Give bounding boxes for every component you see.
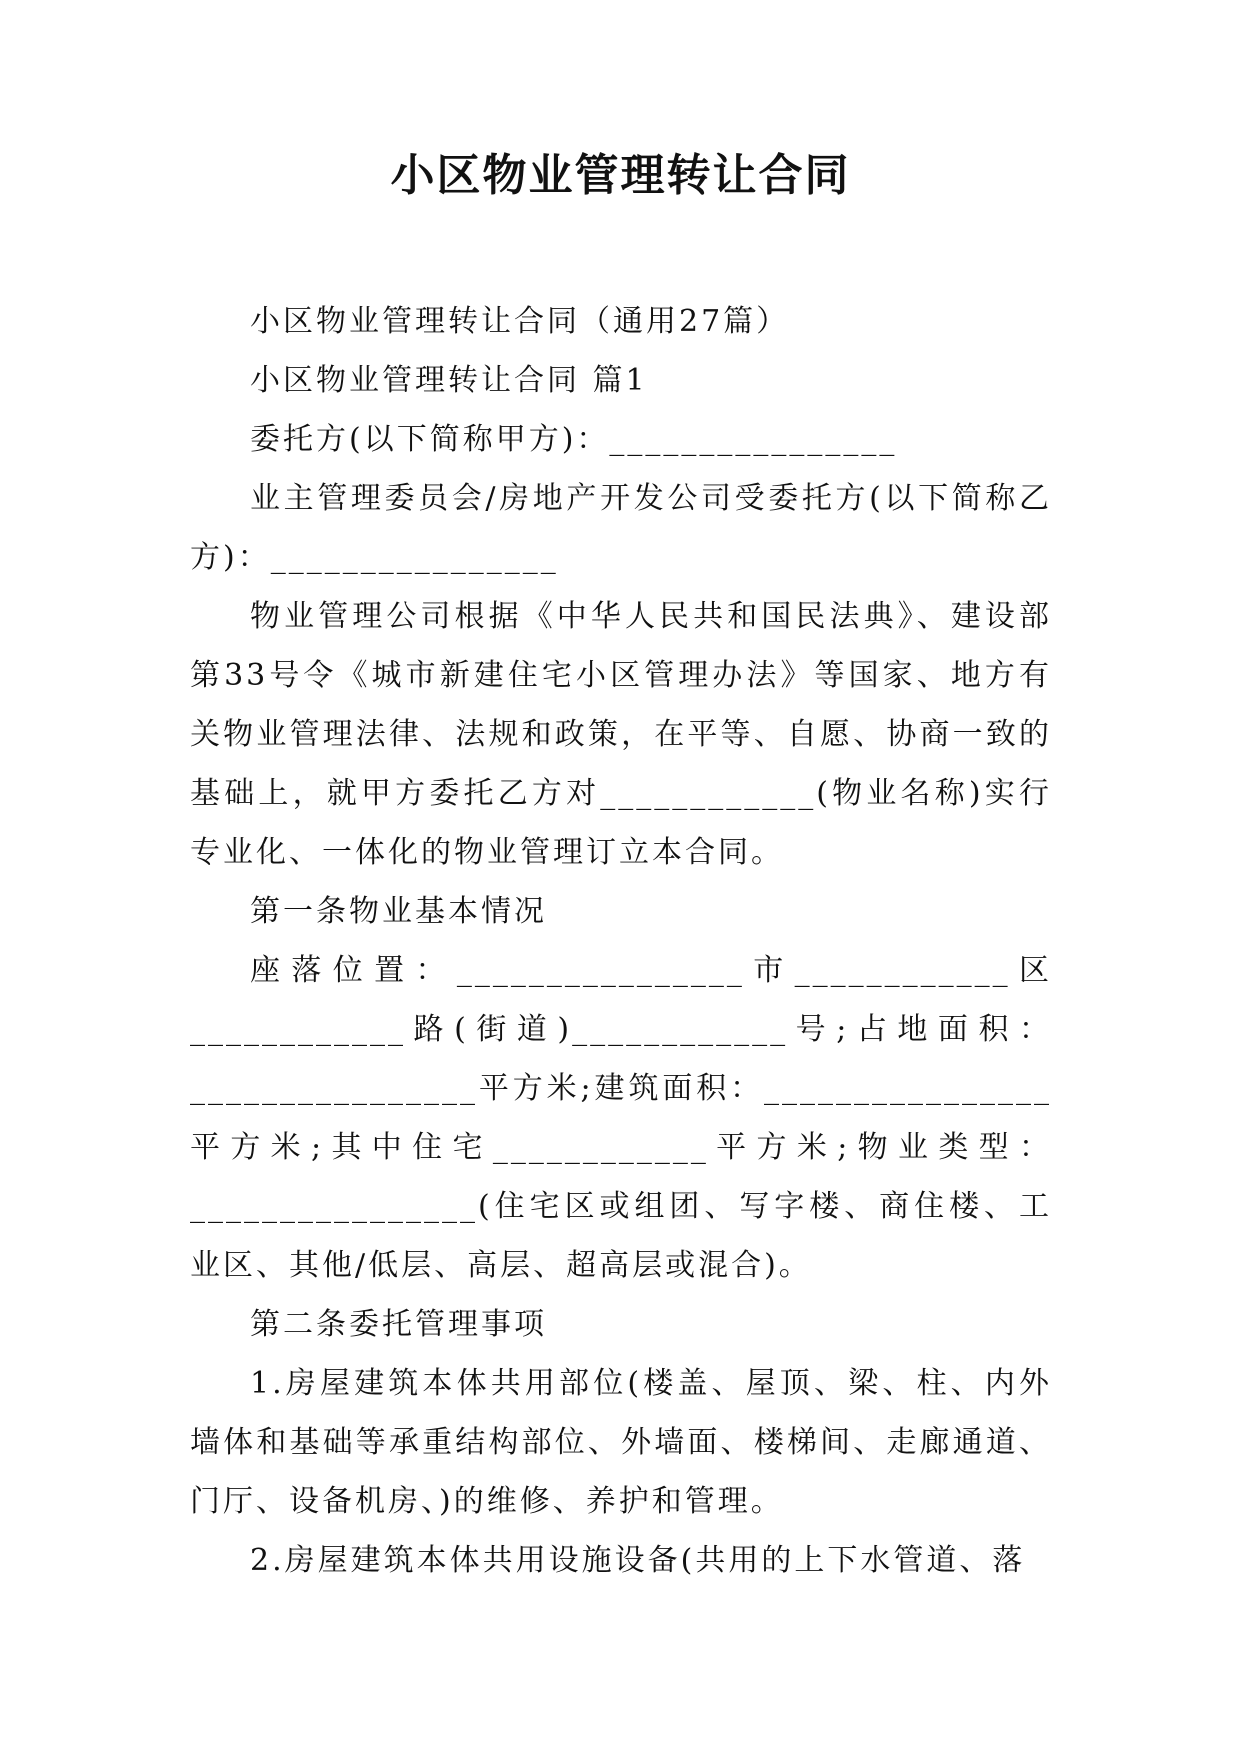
document-title: 小区物业管理转让合同 (390, 150, 851, 201)
paragraph-article-1-heading: 第一条物业基本情况 (250, 894, 547, 929)
paragraph-article-2-heading: 第二条委托管理事项 (250, 1307, 547, 1342)
paragraph-item-1: 1.房屋建筑本体共用部位(楼盖、屋顶、梁、柱、内外墙体和基础等承重结构部位、外墙面、楼梯间、走廊通道、门厅、设备机房、)的维修、养护和管理。 (190, 1366, 1052, 1519)
paragraph-property-info: 座落位置：________________市____________区____________路(街道)____________号;占地面积：________________平方米;建筑面积：________________平方米;其中住宅____________平方米;物业类型：________________(住宅区或组团、写字楼、商住楼、工业区、其他/低层、高层、超高层或混合)。 (190, 953, 1052, 1283)
paragraph-party-b: 业主管理委员会/房地产开发公司受委托方(以下简称乙方)：________________ (190, 481, 1052, 575)
paragraph-party-a: 委托方(以下简称甲方)：________________ (250, 422, 898, 457)
document-body (190, 292, 1052, 1590)
paragraph-chapter-heading: 小区物业管理转让合同 篇1 (250, 363, 648, 398)
paragraph-preamble: 物业管理公司根据《中华人民共和国民法典》、建设部第33号令《城市新建住宅小区管理办法》等国家、地方有关物业管理法律、法规和政策，在平等、自愿、协商一致的基础上，就甲方委托乙方对____________(物业名称)实行专业化、一体化的物业管理订立本合同。 (190, 599, 1052, 870)
paragraph-item-2: 2.房屋建筑本体共用设施设备(共用的上下水管道、落 (250, 1543, 1026, 1578)
paragraph-subtitle: 小区物业管理转让合同（通用27篇） (250, 304, 790, 339)
